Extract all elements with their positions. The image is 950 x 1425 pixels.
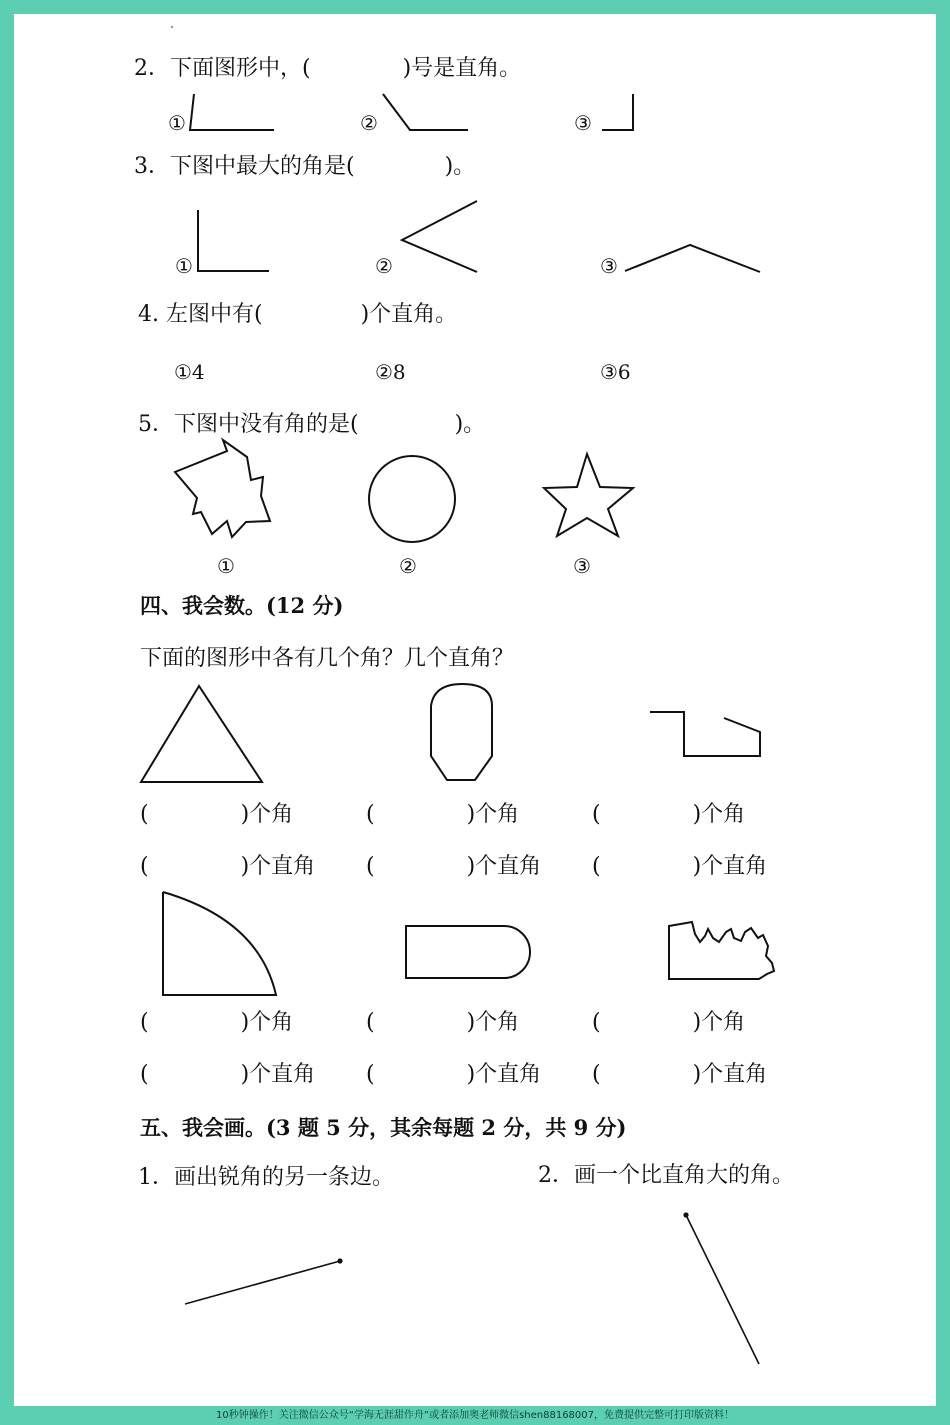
count-1-angles: ( )个角 bbox=[140, 802, 294, 827]
count-1-right-angles: ( )个直角 bbox=[140, 854, 316, 879]
obtuse-angle-vertex bbox=[683, 1212, 688, 1217]
q3-option-3: ③ bbox=[600, 254, 618, 278]
q4-question: 4. 左图中有( )个直角。 bbox=[138, 302, 458, 327]
shape-rounded-rectangle bbox=[431, 684, 492, 780]
acute-angle-given-side bbox=[185, 1261, 340, 1304]
shape-triangle bbox=[141, 686, 262, 782]
shape-rounded-end-rectangle bbox=[406, 926, 530, 978]
q4-option-3: ③6 bbox=[600, 360, 631, 384]
q3-question: 3．下图中最大的角是( )。 bbox=[134, 154, 476, 179]
q2-option-2: ② bbox=[360, 111, 378, 135]
shape-step-figure bbox=[650, 712, 760, 756]
section5-q1: 1．画出锐角的另一条边。 bbox=[138, 1165, 394, 1190]
obtuse-angle-given-side bbox=[686, 1215, 759, 1364]
section5-q2: 2．画一个比直角大的角。 bbox=[538, 1163, 794, 1188]
figures bbox=[14, 14, 936, 1406]
count-3-angles: ( )个角 bbox=[592, 802, 746, 827]
q2-option-1: ① bbox=[168, 111, 186, 135]
q5-figure-circle bbox=[369, 456, 455, 542]
q4-option-2: ②8 bbox=[375, 360, 406, 384]
shape-wavy-top-figure bbox=[669, 922, 774, 979]
q3-figure-2 bbox=[402, 201, 477, 272]
acute-angle-vertex bbox=[337, 1258, 342, 1263]
q5-figure-polygon bbox=[175, 440, 270, 537]
q5-question: 5．下图中没有角的是( )。 bbox=[138, 412, 486, 437]
count-2-angles: ( )个角 bbox=[366, 802, 520, 827]
count-4-angles: ( )个角 bbox=[140, 1010, 294, 1035]
q2-option-3: ③ bbox=[574, 111, 592, 135]
q5-option-3: ③ bbox=[573, 554, 591, 578]
count-5-angles: ( )个角 bbox=[366, 1010, 520, 1035]
shape-quarter-circle bbox=[163, 892, 276, 995]
count-6-right-angles: ( )个直角 bbox=[592, 1062, 768, 1087]
q5-option-2: ② bbox=[399, 554, 417, 578]
worksheet-page bbox=[14, 14, 936, 1406]
count-5-right-angles: ( )个直角 bbox=[366, 1062, 542, 1087]
q3-option-2: ② bbox=[375, 254, 393, 278]
count-4-right-angles: ( )个直角 bbox=[140, 1062, 316, 1087]
q5-figure-star bbox=[544, 454, 633, 536]
section4-title: 四、我会数。(12 分) bbox=[140, 593, 344, 618]
count-2-right-angles: ( )个直角 bbox=[366, 854, 542, 879]
q3-option-1: ① bbox=[175, 254, 193, 278]
q2-question: 2．下面图形中，( )号是直角。 bbox=[134, 56, 522, 81]
count-6-angles: ( )个角 bbox=[592, 1010, 746, 1035]
section5-title: 五、我会画。(3 题 5 分，其余每题 2 分，共 9 分) bbox=[140, 1115, 627, 1140]
q3-figure-1 bbox=[198, 210, 269, 271]
q2-figure-1 bbox=[190, 94, 274, 130]
section4-instruction: 下面的图形中各有几个角？几个直角？ bbox=[140, 646, 515, 671]
footer-promo: 10秒钟操作！关注微信公众号“学海无涯甜作舟”或者添加奥老师微信shen88168007，免费提供完整可打印版资料！ bbox=[215, 1410, 735, 1421]
q4-option-1: ①4 bbox=[174, 360, 205, 384]
top-dot bbox=[171, 26, 173, 28]
q2-figure-2 bbox=[383, 94, 468, 130]
q2-figure-3 bbox=[602, 94, 633, 130]
q3-figure-3 bbox=[625, 245, 760, 272]
q5-option-1: ① bbox=[217, 554, 235, 578]
count-3-right-angles: ( )个直角 bbox=[592, 854, 768, 879]
